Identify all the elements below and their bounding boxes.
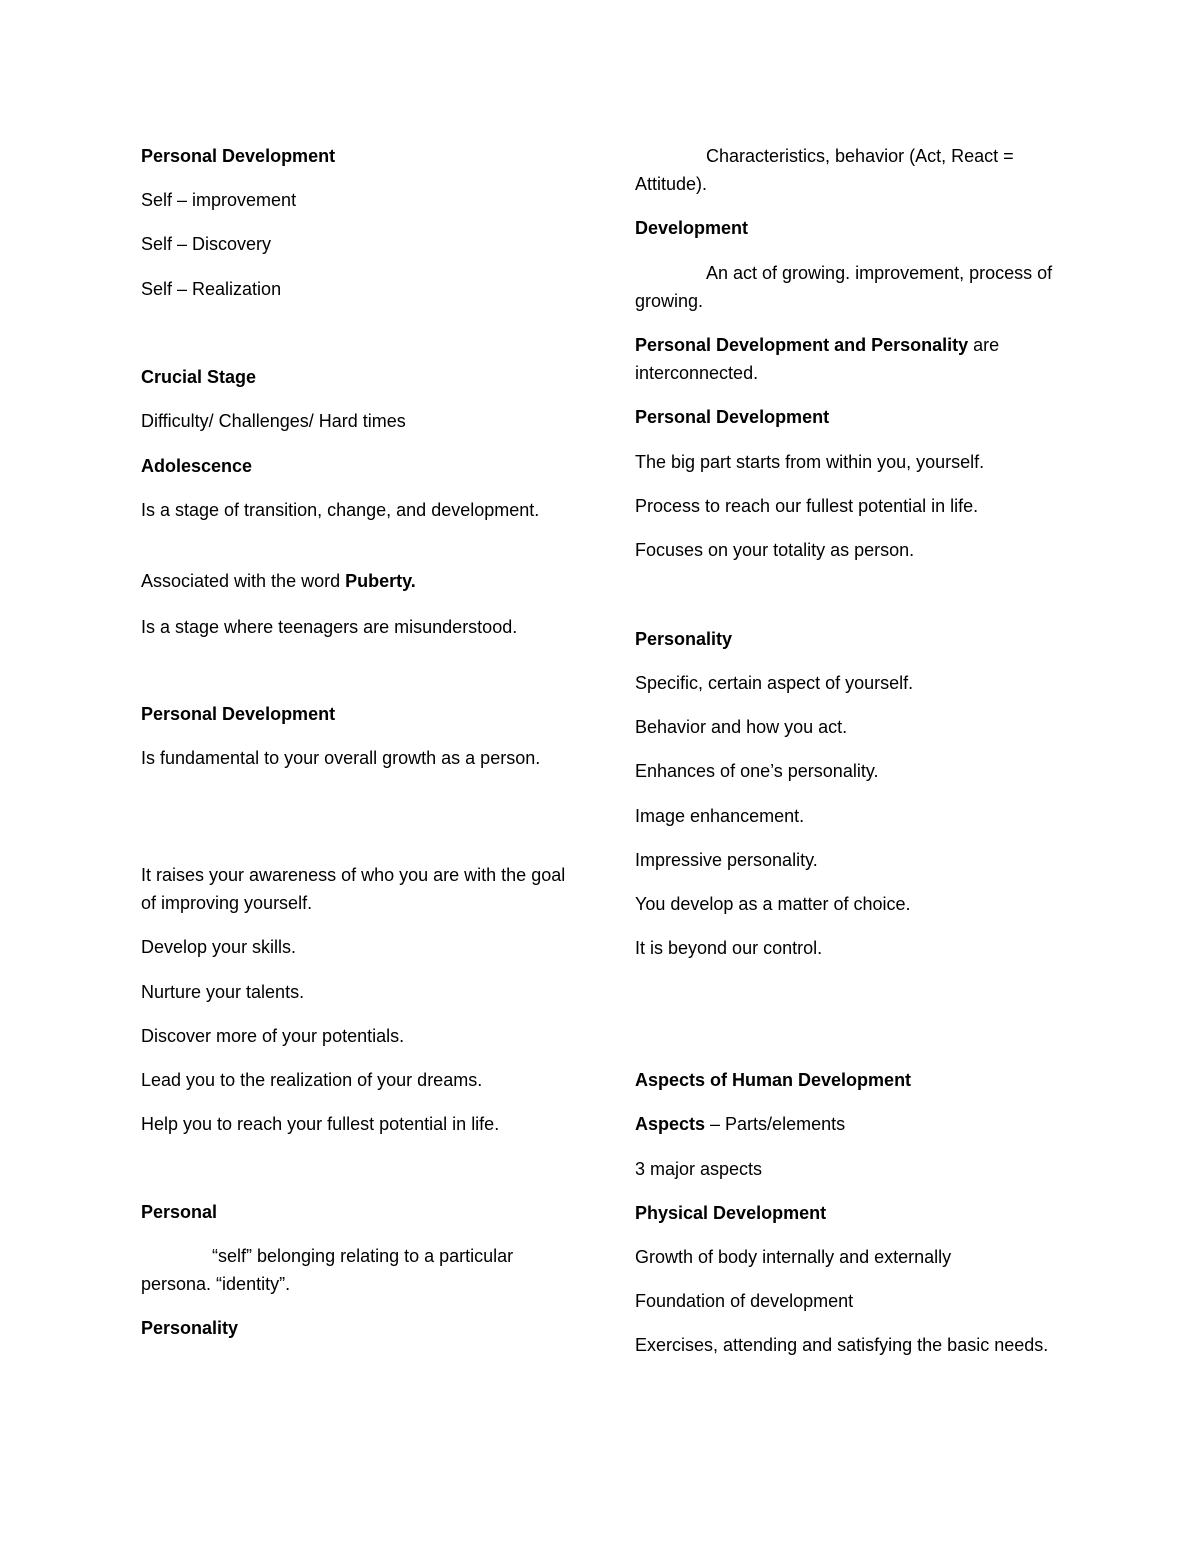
text-self-realization: Self – Realization bbox=[141, 279, 282, 299]
heading-aspects-human-development: Aspects of Human Development bbox=[635, 1070, 912, 1090]
text-misunderstood: Is a stage where teenagers are misunderstood. bbox=[141, 617, 518, 637]
text-specific-aspect: Specific, certain aspect of yourself. bbox=[635, 673, 914, 693]
text-fundamental: Is fundamental to your overall growth as a person. bbox=[141, 748, 541, 768]
heading-personal-development-3: Personal Development bbox=[635, 407, 830, 427]
text-nurture-talents: Nurture your talents. bbox=[141, 982, 305, 1002]
text-totality: Focuses on your totality as person. bbox=[635, 540, 915, 560]
text-self-belonging: “self” belonging relating to a particular persona. “identity”. bbox=[141, 1246, 514, 1294]
text-characteristics: Characteristics, behavior (Act, React = Attitude). bbox=[635, 146, 1014, 194]
text-self-discovery: Self – Discovery bbox=[141, 234, 272, 254]
heading-crucial-stage: Crucial Stage bbox=[141, 367, 257, 387]
text-adolescence-def: Is a stage of transition, change, and development. bbox=[141, 500, 540, 520]
text-help-reach: Help you to reach your fullest potential in life. bbox=[141, 1114, 500, 1134]
text-image-enhancement: Image enhancement. bbox=[635, 806, 805, 826]
text-growth-body: Growth of body internally and externally bbox=[635, 1247, 952, 1267]
heading-personal-development-2: Personal Development bbox=[141, 704, 336, 724]
heading-personality-2: Personality bbox=[635, 629, 733, 649]
text-lead-dreams: Lead you to the realization of your dreams. bbox=[141, 1070, 483, 1090]
text-three-major: 3 major aspects bbox=[635, 1159, 763, 1179]
text-difficulty: Difficulty/ Challenges/ Hard times bbox=[141, 411, 406, 431]
heading-development: Development bbox=[635, 218, 749, 238]
text-awareness: It raises your awareness of who you are with the goal of improving yourself. bbox=[141, 865, 566, 913]
text-act-of-growing: An act of growing. improvement, process of growing. bbox=[635, 263, 1053, 311]
heading-personality: Personality bbox=[141, 1318, 239, 1338]
text-puberty bbox=[141, 567, 571, 595]
text-matter-of-choice: You develop as a matter of choice. bbox=[635, 894, 911, 914]
text-enhances: Enhances of one’s personality. bbox=[635, 761, 879, 781]
text-process-reach: Process to reach our fullest potential in life. bbox=[635, 496, 979, 516]
heading-physical-development: Physical Development bbox=[635, 1203, 827, 1223]
text-big-part: The big part starts from within you, yourself. bbox=[635, 452, 985, 472]
text-self-improvement: Self – improvement bbox=[141, 190, 297, 210]
text-foundation: Foundation of development bbox=[635, 1291, 854, 1311]
text-aspects-rest: – Parts/elements bbox=[705, 1114, 846, 1134]
text-behavior-act: Behavior and how you act. bbox=[635, 717, 848, 737]
text-aspects-bold: Aspects bbox=[635, 1114, 706, 1134]
text-aspects-parts bbox=[635, 1110, 1055, 1138]
heading-personal: Personal bbox=[141, 1202, 218, 1222]
text-impressive: Impressive personality. bbox=[635, 850, 818, 870]
text-interconnected bbox=[635, 331, 1055, 387]
text-puberty-bold: Puberty. bbox=[345, 571, 416, 591]
text-develop-skills: Develop your skills. bbox=[141, 937, 297, 957]
text-beyond-control: It is beyond our control. bbox=[635, 938, 823, 958]
heading-personal-development: Personal Development bbox=[141, 146, 336, 166]
text-exercises: Exercises, attending and satisfying the basic needs. bbox=[635, 1335, 1049, 1355]
text-interconnected-rest: are interconnected. bbox=[635, 335, 1000, 383]
heading-adolescence: Adolescence bbox=[141, 456, 253, 476]
text-interconnected-bold: Personal Development and Personality bbox=[635, 335, 969, 355]
text-puberty-prefix: Associated with the word bbox=[141, 571, 346, 591]
text-discover-potentials: Discover more of your potentials. bbox=[141, 1026, 405, 1046]
